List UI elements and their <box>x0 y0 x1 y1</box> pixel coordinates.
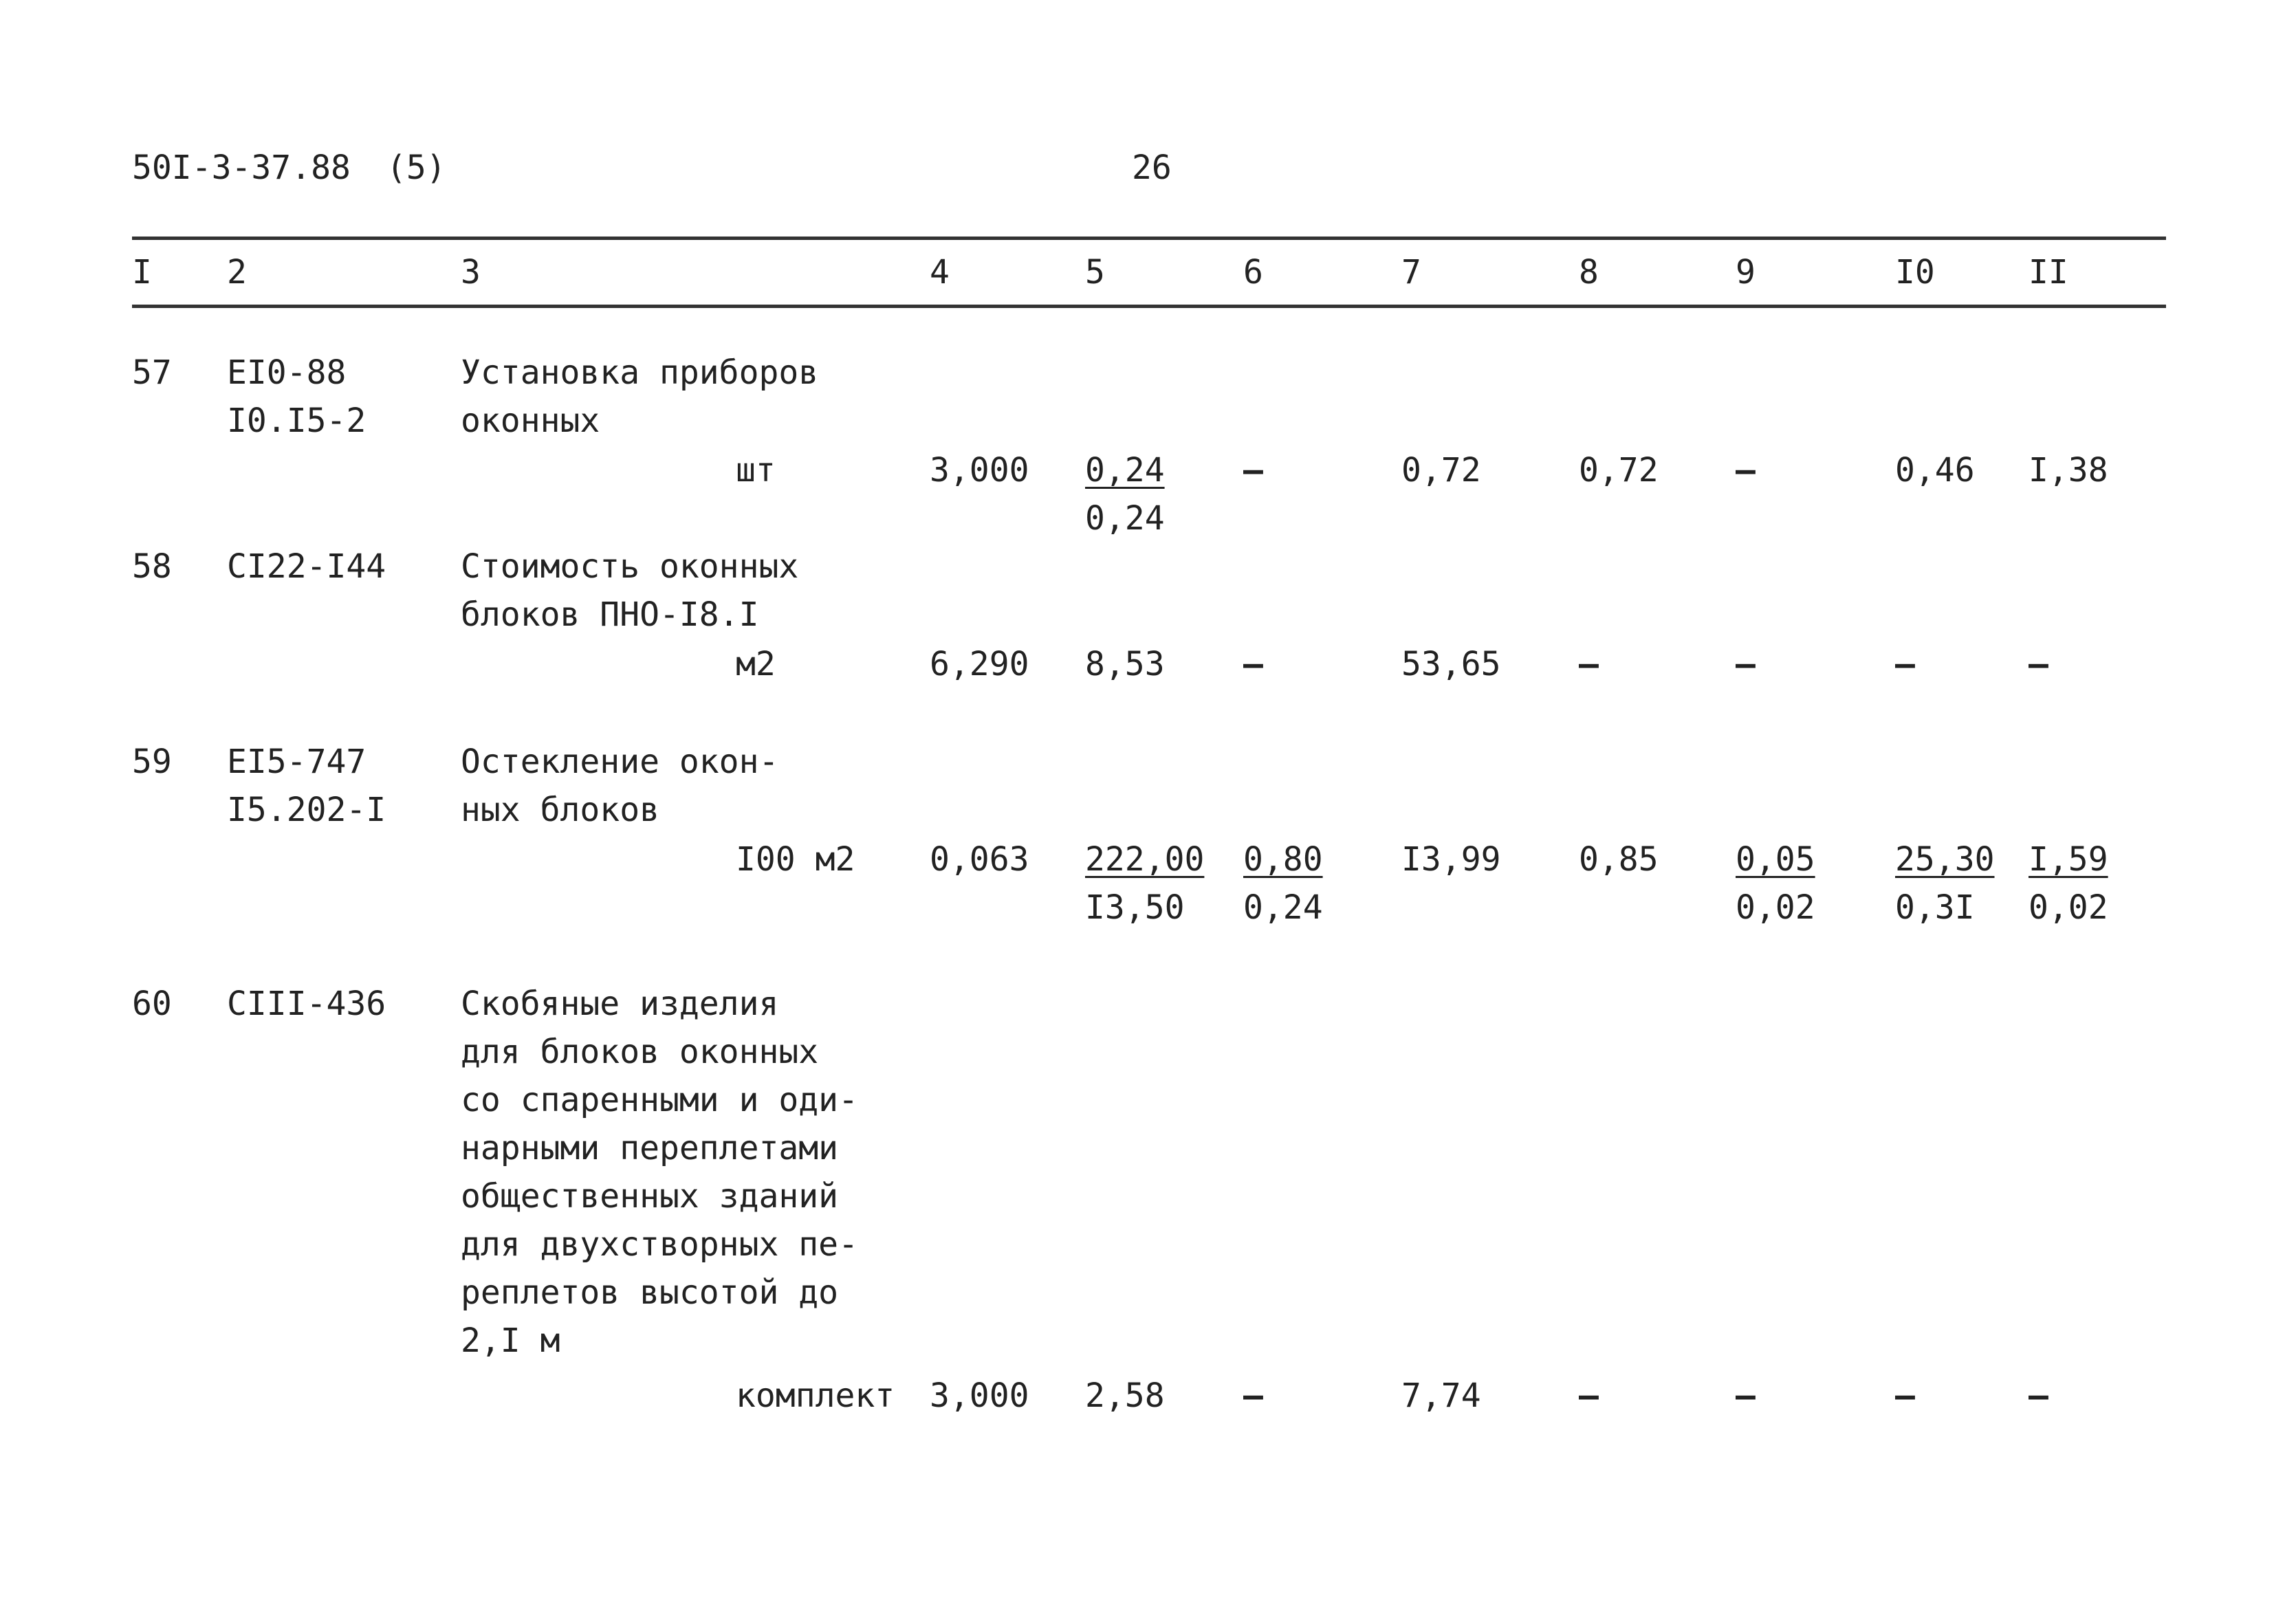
cell-col10: – <box>1895 1376 1915 1415</box>
row-code: I5.202-I <box>227 791 386 829</box>
cell-col11: I,38 <box>2029 451 2108 490</box>
row-description-line: общественных зданий <box>461 1177 839 1216</box>
row-description-line: для двухстворных пе- <box>461 1225 858 1264</box>
cell-col5: 8,53 <box>1085 645 1165 683</box>
row-code: CI22-I44 <box>227 547 386 586</box>
row-number: 59 <box>132 743 172 781</box>
cell-col5-top: 0,24 <box>1085 451 1165 490</box>
row-description-line: 2,I м <box>461 1321 560 1360</box>
column-header-10: I0 <box>1895 253 1935 292</box>
cell-col8: – <box>1579 1376 1599 1415</box>
column-header-1: I <box>132 253 152 292</box>
cell-col8: 0,85 <box>1579 840 1659 879</box>
column-header-6: 6 <box>1243 253 1263 292</box>
cell-col9: – <box>1736 1376 1756 1415</box>
cell-col8: – <box>1579 645 1599 683</box>
row-unit: шт <box>736 451 776 490</box>
cell-col7: 0,72 <box>1401 451 1481 490</box>
row-number: 58 <box>132 547 172 586</box>
table-header-rule <box>132 305 2166 308</box>
row-code: EI0-88 <box>227 353 347 392</box>
row-description-line: Скобяные изделия <box>461 985 779 1023</box>
table-top-rule <box>132 237 2166 240</box>
row-description-line: блоков ПНО-I8.I <box>461 595 759 634</box>
cell-col4: 3,000 <box>930 451 1029 490</box>
cell-col5: 2,58 <box>1085 1376 1165 1415</box>
cell-col6: – <box>1243 451 1263 490</box>
cell-col11: – <box>2029 1376 2048 1415</box>
cell-col4: 3,000 <box>930 1376 1029 1415</box>
row-description-line: Стоимость оконных <box>461 547 799 586</box>
cell-col10-top: 25,30 <box>1895 840 1995 879</box>
cell-col5-bottom: I3,50 <box>1085 888 1185 927</box>
row-code: CIII-436 <box>227 985 386 1023</box>
row-description-line: для блоков оконных <box>461 1033 819 1071</box>
row-code: EI5-747 <box>227 743 367 781</box>
row-description-line: Остекление окон- <box>461 743 779 781</box>
cell-col6: – <box>1243 645 1263 683</box>
cell-col4: 6,290 <box>930 645 1029 683</box>
cell-col6: – <box>1243 1376 1263 1415</box>
cell-col10: 0,46 <box>1895 451 1975 490</box>
column-header-7: 7 <box>1401 253 1421 292</box>
cell-col11: – <box>2029 645 2048 683</box>
column-header-8: 8 <box>1579 253 1599 292</box>
row-unit: м2 <box>736 645 776 683</box>
cell-col10-bottom: 0,3I <box>1895 888 1975 927</box>
column-header-3: 3 <box>461 253 481 292</box>
cell-col6-bottom: 0,24 <box>1243 888 1323 927</box>
cell-col6-top: 0,80 <box>1243 840 1323 879</box>
document-code: 50I-3-37.88 <box>132 149 351 187</box>
cell-col11-top: I,59 <box>2029 840 2108 879</box>
row-description-line: со спаренными и оди- <box>461 1081 858 1119</box>
row-description-line: реплетов высотой до <box>461 1273 839 1312</box>
cell-col9: – <box>1736 645 1756 683</box>
row-code: I0.I5-2 <box>227 402 367 440</box>
document-part: (5) <box>386 149 446 187</box>
cell-col10: – <box>1895 645 1915 683</box>
row-number: 57 <box>132 353 172 392</box>
cell-col11-bottom: 0,02 <box>2029 888 2108 927</box>
row-description-line: оконных <box>461 402 600 440</box>
cell-col5-bottom: 0,24 <box>1085 499 1165 538</box>
cell-col7: I3,99 <box>1401 840 1501 879</box>
cell-col9-bottom: 0,02 <box>1736 888 1815 927</box>
page-number: 26 <box>1132 149 1172 187</box>
column-header-9: 9 <box>1736 253 1756 292</box>
cell-col7: 53,65 <box>1401 645 1501 683</box>
row-description-line: нарными переплетами <box>461 1129 839 1167</box>
cell-col9: – <box>1736 451 1756 490</box>
column-header-11: II <box>2029 253 2068 292</box>
row-description-line: Установка приборов <box>461 353 819 392</box>
column-header-4: 4 <box>930 253 950 292</box>
row-number: 60 <box>132 985 172 1023</box>
row-unit: комплект <box>736 1376 895 1415</box>
column-header-5: 5 <box>1085 253 1105 292</box>
cell-col4: 0,063 <box>930 840 1029 879</box>
row-unit: I00 м2 <box>736 840 855 879</box>
column-header-2: 2 <box>227 253 247 292</box>
cell-col7: 7,74 <box>1401 1376 1481 1415</box>
row-description-line: ных блоков <box>461 791 659 829</box>
cell-col5-top: 222,00 <box>1085 840 1205 879</box>
cell-col8: 0,72 <box>1579 451 1659 490</box>
cell-col9-top: 0,05 <box>1736 840 1815 879</box>
